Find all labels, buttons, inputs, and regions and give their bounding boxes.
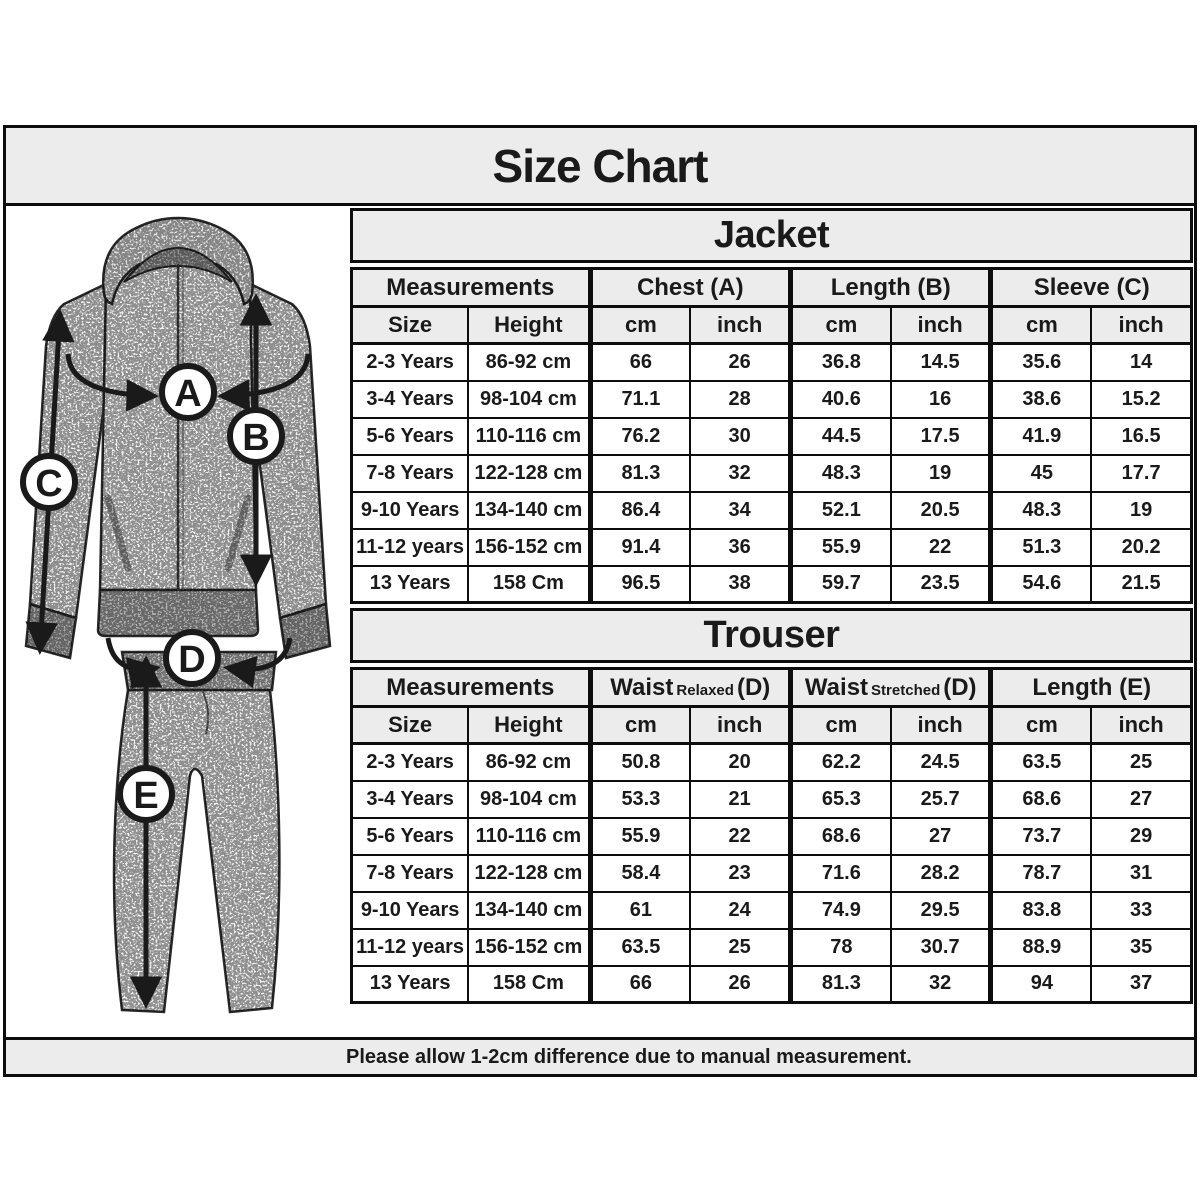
jacket-group-measurements: Measurements bbox=[352, 269, 591, 307]
table-cell: 65.3 bbox=[791, 781, 891, 818]
table-cell: 28 bbox=[690, 381, 790, 418]
table-cell: 5-6 Years bbox=[352, 418, 469, 455]
table-cell: 73.7 bbox=[991, 818, 1091, 855]
table-cell: 2-3 Years bbox=[352, 744, 469, 781]
table-row bbox=[352, 892, 1192, 929]
table-cell: 22 bbox=[690, 818, 790, 855]
table-cell: 30.7 bbox=[891, 929, 991, 966]
table-cell: 86.4 bbox=[590, 492, 690, 529]
jacket-group-length: Length (B) bbox=[791, 269, 991, 307]
table-cell: 59.7 bbox=[791, 566, 891, 603]
table-row bbox=[352, 492, 1192, 529]
table-cell: 122-128 cm bbox=[468, 455, 590, 492]
table-row bbox=[352, 566, 1192, 603]
table-row bbox=[352, 744, 1192, 781]
table-row bbox=[352, 529, 1192, 566]
table-cell: 74.9 bbox=[791, 892, 891, 929]
table-cell: 26 bbox=[690, 966, 790, 1003]
table-cell: 98-104 cm bbox=[468, 381, 590, 418]
table-row bbox=[352, 381, 1192, 418]
table-cell: 25.7 bbox=[891, 781, 991, 818]
table-cell: 31 bbox=[1091, 855, 1191, 892]
col-header-cm: cm bbox=[991, 707, 1091, 744]
table-cell: 13 Years bbox=[352, 966, 469, 1003]
table-row bbox=[352, 455, 1192, 492]
trouser-subheader-row bbox=[352, 707, 1192, 744]
trouser-group-waist-stretched bbox=[791, 669, 991, 707]
col-header-inch: inch bbox=[1091, 307, 1191, 344]
table-cell: 134-140 cm bbox=[468, 892, 590, 929]
table-cell: 14 bbox=[1091, 344, 1191, 381]
table-cell: 3-4 Years bbox=[352, 781, 469, 818]
jacket-group-header-row bbox=[352, 269, 1192, 307]
jacket-group-chest: Chest (A) bbox=[590, 269, 790, 307]
table-cell: 19 bbox=[1091, 492, 1191, 529]
table-row bbox=[352, 418, 1192, 455]
table-cell: 25 bbox=[690, 929, 790, 966]
table-cell: 81.3 bbox=[590, 455, 690, 492]
table-cell: 20 bbox=[690, 744, 790, 781]
table-cell: 23.5 bbox=[891, 566, 991, 603]
table-cell: 13 Years bbox=[352, 566, 469, 603]
table-cell: 7-8 Years bbox=[352, 455, 469, 492]
col-header-cm: cm bbox=[791, 307, 891, 344]
table-cell: 32 bbox=[690, 455, 790, 492]
table-cell: 20.5 bbox=[891, 492, 991, 529]
table-cell: 58.4 bbox=[590, 855, 690, 892]
table-cell: 134-140 cm bbox=[468, 492, 590, 529]
table-cell: 16 bbox=[891, 381, 991, 418]
table-cell: 66 bbox=[590, 966, 690, 1003]
table-cell: 54.6 bbox=[991, 566, 1091, 603]
table-cell: 55.9 bbox=[791, 529, 891, 566]
jacket-section-title: Jacket bbox=[713, 214, 830, 256]
chart-content bbox=[6, 206, 1194, 1037]
table-cell: 76.2 bbox=[590, 418, 690, 455]
waist-relaxed-tail: (D) bbox=[736, 673, 771, 701]
trouser-group-waist-relaxed bbox=[590, 669, 790, 707]
table-cell: 50.8 bbox=[590, 744, 690, 781]
table-cell: 36.8 bbox=[791, 344, 891, 381]
table-cell: 156-152 cm bbox=[468, 929, 590, 966]
table-cell: 83.8 bbox=[991, 892, 1091, 929]
table-cell: 34 bbox=[690, 492, 790, 529]
table-cell: 110-116 cm bbox=[468, 818, 590, 855]
table-cell: 32 bbox=[891, 966, 991, 1003]
table-cell: 5-6 Years bbox=[352, 818, 469, 855]
table-cell: 55.9 bbox=[590, 818, 690, 855]
tables-column bbox=[350, 206, 1194, 1037]
table-cell: 11-12 years bbox=[352, 529, 469, 566]
table-cell: 91.4 bbox=[590, 529, 690, 566]
footer-bar bbox=[6, 1037, 1194, 1074]
table-cell: 45 bbox=[991, 455, 1091, 492]
table-cell: 86-92 cm bbox=[468, 744, 590, 781]
table-cell: 27 bbox=[1091, 781, 1191, 818]
table-row bbox=[352, 855, 1192, 892]
jacket-section-banner bbox=[350, 208, 1193, 263]
trouser-group-measurements: Measurements bbox=[352, 669, 591, 707]
col-header-cm: cm bbox=[791, 707, 891, 744]
table-cell: 158 Cm bbox=[468, 566, 590, 603]
table-cell: 156-152 cm bbox=[468, 529, 590, 566]
table-cell: 21 bbox=[690, 781, 790, 818]
trouser-table bbox=[350, 667, 1193, 1004]
table-cell: 28.2 bbox=[891, 855, 991, 892]
table-cell: 68.6 bbox=[791, 818, 891, 855]
table-cell: 25 bbox=[1091, 744, 1191, 781]
table-cell: 36 bbox=[690, 529, 790, 566]
table-cell: 71.6 bbox=[791, 855, 891, 892]
col-header-inch: inch bbox=[891, 307, 991, 344]
jacket-section bbox=[350, 208, 1193, 604]
table-cell: 35.6 bbox=[991, 344, 1091, 381]
table-cell: 17.7 bbox=[1091, 455, 1191, 492]
table-cell: 71.1 bbox=[590, 381, 690, 418]
table-cell: 81.3 bbox=[791, 966, 891, 1003]
table-cell: 88.9 bbox=[991, 929, 1091, 966]
table-row bbox=[352, 781, 1192, 818]
table-row bbox=[352, 929, 1192, 966]
trouser-group-length: Length (E) bbox=[991, 669, 1192, 707]
col-header-size: Size bbox=[352, 707, 469, 744]
col-header-inch: inch bbox=[891, 707, 991, 744]
table-cell: 27 bbox=[891, 818, 991, 855]
table-cell: 23 bbox=[690, 855, 790, 892]
waist-stretched-main: Waist bbox=[804, 673, 869, 701]
trouser-section-title: Trouser bbox=[703, 614, 840, 656]
table-cell: 52.1 bbox=[791, 492, 891, 529]
label-a: A bbox=[174, 373, 202, 415]
table-row bbox=[352, 344, 1192, 381]
table-cell: 16.5 bbox=[1091, 418, 1191, 455]
table-cell: 33 bbox=[1091, 892, 1191, 929]
table-cell: 7-8 Years bbox=[352, 855, 469, 892]
table-cell: 40.6 bbox=[791, 381, 891, 418]
table-cell: 63.5 bbox=[590, 929, 690, 966]
col-header-size: Size bbox=[352, 307, 469, 344]
chart-title-bar bbox=[6, 128, 1194, 206]
footer-note: Please allow 1-2cm difference due to manual measurement. bbox=[346, 1045, 912, 1068]
table-cell: 48.3 bbox=[991, 492, 1091, 529]
table-row bbox=[352, 818, 1192, 855]
table-cell: 41.9 bbox=[991, 418, 1091, 455]
table-cell: 158 Cm bbox=[468, 966, 590, 1003]
page-title: Size Chart bbox=[492, 139, 708, 192]
table-cell: 30 bbox=[690, 418, 790, 455]
waist-stretched-tail: (D) bbox=[943, 673, 977, 701]
table-cell: 37 bbox=[1091, 966, 1191, 1003]
table-cell: 15.2 bbox=[1091, 381, 1191, 418]
col-header-cm: cm bbox=[590, 707, 690, 744]
table-cell: 19 bbox=[891, 455, 991, 492]
table-cell: 122-128 cm bbox=[468, 855, 590, 892]
label-e: E bbox=[133, 775, 159, 817]
table-cell: 14.5 bbox=[891, 344, 991, 381]
label-c: C bbox=[35, 463, 63, 505]
table-cell: 24.5 bbox=[891, 744, 991, 781]
table-cell: 29.5 bbox=[891, 892, 991, 929]
table-cell: 98-104 cm bbox=[468, 781, 590, 818]
garment-diagram bbox=[6, 206, 350, 1037]
col-header-inch: inch bbox=[1091, 707, 1191, 744]
col-header-inch: inch bbox=[690, 707, 790, 744]
table-cell: 17.5 bbox=[891, 418, 991, 455]
size-chart-panel bbox=[3, 125, 1197, 1077]
col-header-height: Height bbox=[468, 307, 590, 344]
waist-relaxed-main: Waist bbox=[610, 673, 674, 701]
label-d: D bbox=[178, 639, 206, 681]
table-cell: 20.2 bbox=[1091, 529, 1191, 566]
jacket-subheader-row bbox=[352, 307, 1192, 344]
waist-relaxed-sub: Relaxed bbox=[676, 681, 734, 699]
table-cell: 78.7 bbox=[991, 855, 1091, 892]
table-cell: 53.3 bbox=[590, 781, 690, 818]
table-cell: 22 bbox=[891, 529, 991, 566]
trouser-section bbox=[350, 608, 1193, 1004]
table-cell: 61 bbox=[590, 892, 690, 929]
col-header-height: Height bbox=[468, 707, 590, 744]
table-cell: 3-4 Years bbox=[352, 381, 469, 418]
table-cell: 66 bbox=[590, 344, 690, 381]
table-cell: 21.5 bbox=[1091, 566, 1191, 603]
label-b: B bbox=[242, 417, 270, 459]
table-cell: 86-92 cm bbox=[468, 344, 590, 381]
table-cell: 38 bbox=[690, 566, 790, 603]
col-header-cm: cm bbox=[590, 307, 690, 344]
garment-diagram-svg bbox=[6, 206, 350, 1037]
table-cell: 68.6 bbox=[991, 781, 1091, 818]
table-cell: 9-10 Years bbox=[352, 492, 469, 529]
table-cell: 44.5 bbox=[791, 418, 891, 455]
table-cell: 2-3 Years bbox=[352, 344, 469, 381]
table-cell: 38.6 bbox=[991, 381, 1091, 418]
jacket-group-sleeve: Sleeve (C) bbox=[991, 269, 1192, 307]
trouser-group-header-row bbox=[352, 669, 1192, 707]
jacket-table bbox=[350, 267, 1193, 604]
table-row bbox=[352, 966, 1192, 1003]
table-cell: 48.3 bbox=[791, 455, 891, 492]
table-cell: 11-12 years bbox=[352, 929, 469, 966]
table-cell: 26 bbox=[690, 344, 790, 381]
table-cell: 51.3 bbox=[991, 529, 1091, 566]
table-cell: 96.5 bbox=[590, 566, 690, 603]
table-cell: 62.2 bbox=[791, 744, 891, 781]
trouser-section-banner bbox=[350, 608, 1193, 663]
table-cell: 29 bbox=[1091, 818, 1191, 855]
table-cell: 94 bbox=[991, 966, 1091, 1003]
table-cell: 9-10 Years bbox=[352, 892, 469, 929]
col-header-cm: cm bbox=[991, 307, 1091, 344]
table-cell: 35 bbox=[1091, 929, 1191, 966]
waist-stretched-sub: Stretched bbox=[871, 681, 941, 699]
table-cell: 78 bbox=[791, 929, 891, 966]
table-cell: 24 bbox=[690, 892, 790, 929]
table-cell: 63.5 bbox=[991, 744, 1091, 781]
col-header-inch: inch bbox=[690, 307, 790, 344]
table-cell: 110-116 cm bbox=[468, 418, 590, 455]
